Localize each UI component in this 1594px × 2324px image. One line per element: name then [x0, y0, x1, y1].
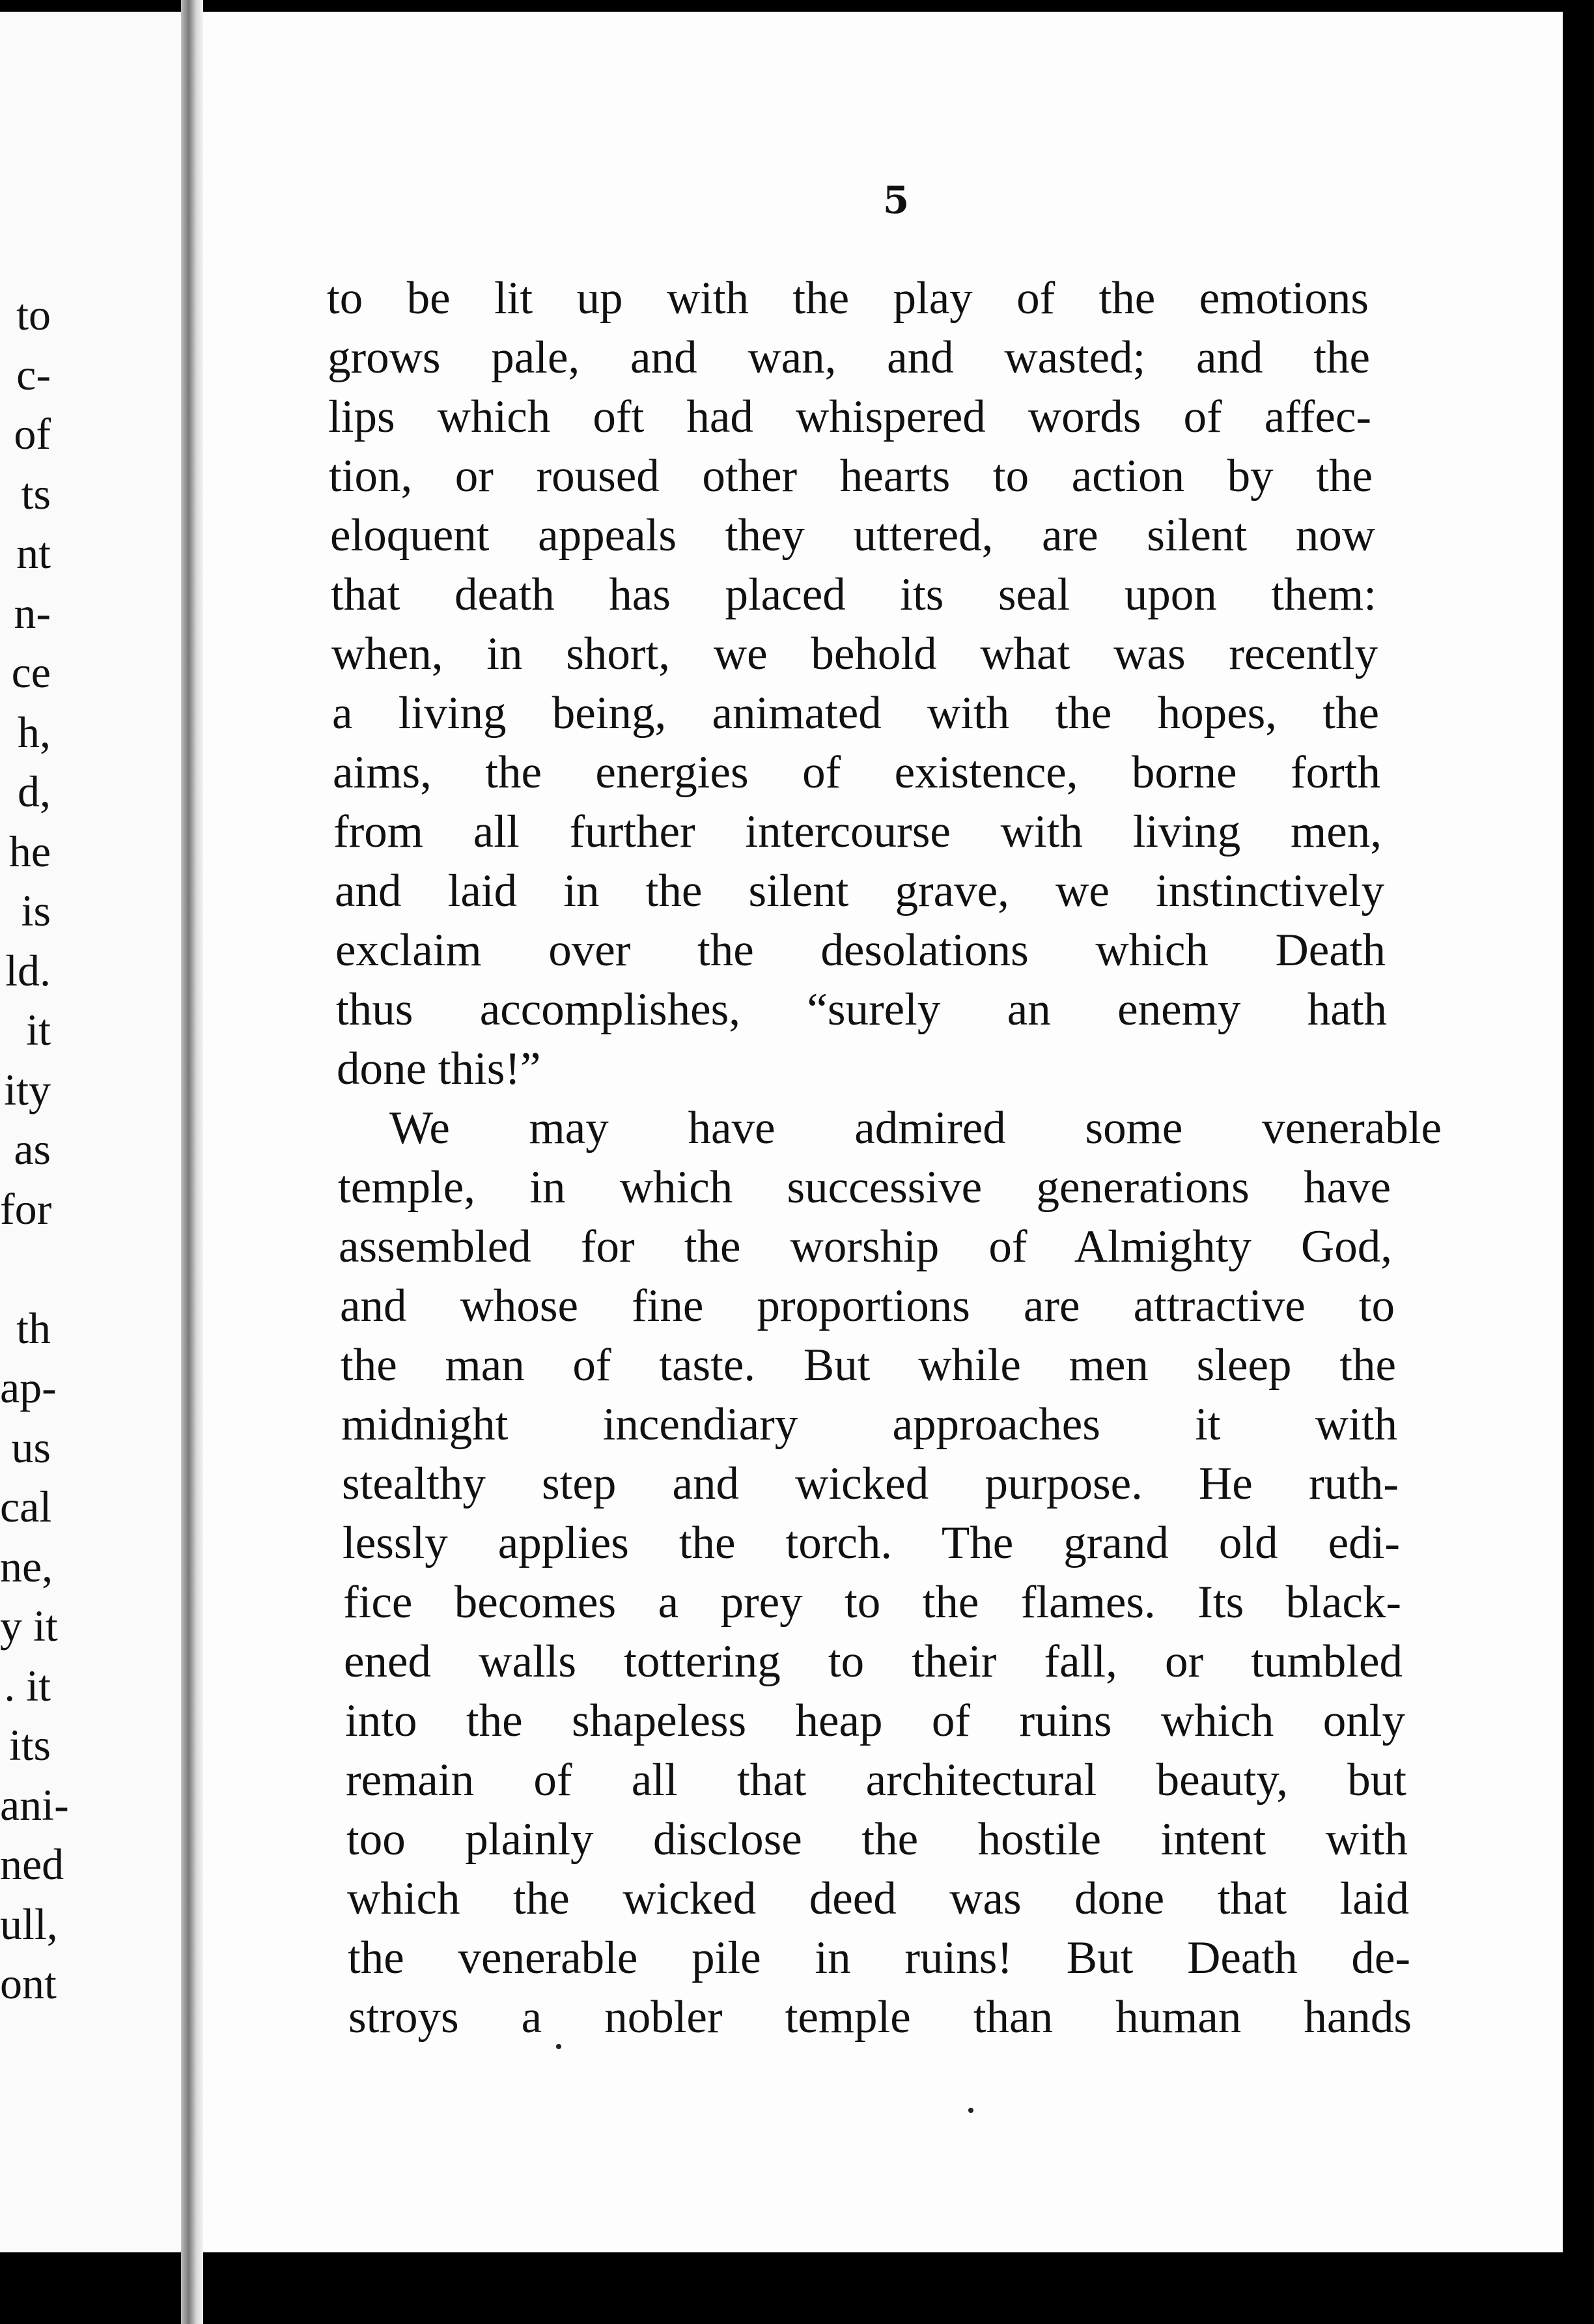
- previous-page-fragment: ld.: [5, 945, 51, 995]
- previous-page-fragment: it: [26, 1005, 51, 1055]
- book-page: [203, 12, 1563, 2252]
- previous-page-fragment: nt: [16, 528, 51, 578]
- text-line: into the shapeless heap of ruins which only: [345, 1695, 1405, 1746]
- text-line: thus accomplishes, “surely an enemy hath: [336, 984, 1387, 1035]
- previous-page-fragment: ce: [11, 647, 51, 697]
- previous-page-fragment: for: [0, 1183, 52, 1234]
- text-line: the venerable pile in ruins! But Death de-: [348, 1933, 1410, 1983]
- body-text: [327, 269, 1563, 2047]
- text-line: midnight incendiary approaches it with: [341, 1399, 1397, 1450]
- previous-page-fragment: ull,: [0, 1899, 58, 1949]
- text-line: stroys a nobler temple than human hands: [348, 1992, 1412, 2043]
- previous-page-fragment: us: [11, 1422, 51, 1472]
- previous-page-fragment: h,: [18, 707, 51, 757]
- previous-page-fragment: ned: [0, 1839, 64, 1889]
- previous-page-fragment: is: [21, 886, 51, 935]
- text-line: grows pale, and wan, and wasted; and the: [328, 332, 1370, 383]
- text-line: the man of taste. But while men sleep the: [341, 1340, 1396, 1391]
- scan-border: [1563, 0, 1594, 2324]
- previous-page-fragment: n-: [14, 588, 51, 638]
- text-line: and laid in the silent grave, we instinctively: [335, 866, 1384, 916]
- previous-page-fragment: cal: [0, 1482, 52, 1531]
- previous-page-fragment: . it: [4, 1660, 51, 1710]
- previous-page-fragment: to: [16, 290, 51, 339]
- previous-page-fragment: ne,: [0, 1541, 53, 1591]
- text-line: temple, in which successive generations have: [338, 1162, 1391, 1213]
- previous-page-fragment: of: [14, 409, 51, 459]
- text-line: a living being, animated with the hopes, the: [332, 688, 1379, 739]
- text-line: We may have admired some venerable: [389, 1103, 1442, 1154]
- text-line: lessly applies the torch. The grand old edi-: [343, 1518, 1400, 1568]
- text-line: and whose fine proportions are attractive to: [340, 1281, 1395, 1331]
- scan-speck: [556, 2044, 561, 2049]
- previous-page-fragment: th: [16, 1303, 51, 1353]
- previous-page-fragment: ap-: [0, 1363, 57, 1412]
- text-line: from all further intercourse with living men,: [333, 806, 1382, 857]
- previous-page-text: [0, 285, 181, 2014]
- scan-speck: [968, 2108, 973, 2113]
- text-line: tion, or roused other hearts to action by the: [329, 451, 1373, 502]
- previous-page-fragment: d,: [18, 767, 51, 816]
- previous-page-fragment: c-: [16, 349, 51, 399]
- text-line: too plainly disclose the hostile intent with: [346, 1814, 1408, 1865]
- previous-page-fragment: ani-: [0, 1779, 69, 1830]
- text-line: ened walls tottering to their fall, or tumbled: [344, 1636, 1403, 1687]
- previous-page-fragment: ont: [0, 1959, 57, 2008]
- page-number: 5: [882, 178, 910, 222]
- text-line: to be lit up with the play of the emotions: [327, 273, 1369, 324]
- text-line: when, in short, we behold what was recently: [331, 629, 1378, 679]
- text-line: eloquent appeals they uttered, are silent now: [330, 510, 1375, 561]
- text-line: stealthy step and wicked purpose. He ruth-: [342, 1458, 1399, 1509]
- previous-page-fragment: as: [14, 1124, 51, 1174]
- text-line: fice becomes a prey to the flames. Its black-: [343, 1577, 1401, 1628]
- book-gutter: [181, 0, 203, 2324]
- text-line: assembled for the worship of Almighty God,: [339, 1221, 1392, 1272]
- previous-page-fragment: ity: [4, 1064, 51, 1114]
- previous-page-fragment: y it: [0, 1601, 58, 1651]
- previous-page-edge: [0, 12, 181, 2252]
- previous-page-fragment: ts: [21, 468, 51, 518]
- text-line: that death has placed its seal upon them:: [331, 569, 1377, 620]
- text-line: lips which oft had whispered words of affec-: [328, 391, 1371, 442]
- text-line: which the wicked deed was done that laid: [347, 1873, 1409, 1924]
- text-line: done this!”: [337, 1043, 541, 1094]
- previous-page-fragment: he: [8, 826, 51, 876]
- previous-page-fragment: its: [8, 1720, 51, 1770]
- text-line: remain of all that architectural beauty, but: [346, 1755, 1406, 1806]
- text-line: aims, the energies of existence, borne forth: [333, 747, 1380, 798]
- text-line: exclaim over the desolations which Death: [335, 925, 1386, 976]
